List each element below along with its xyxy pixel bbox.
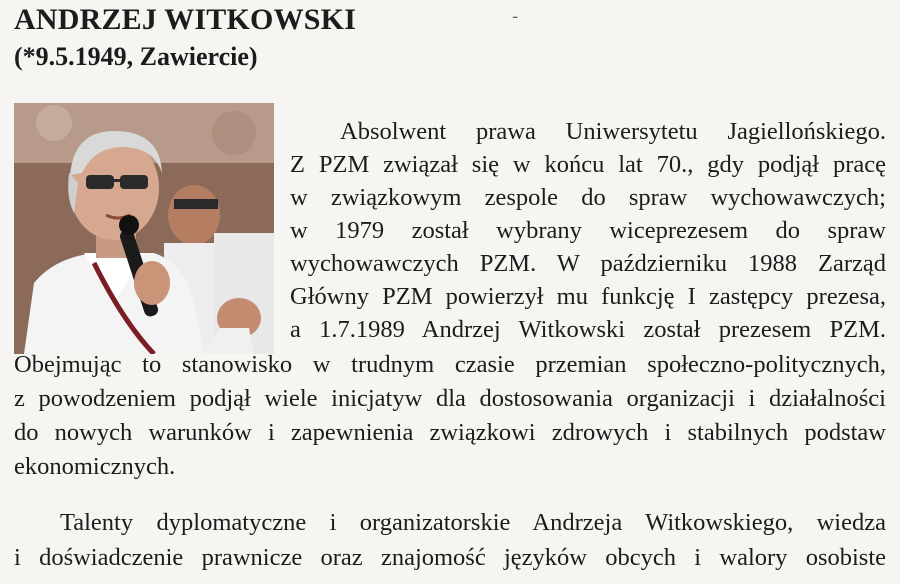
text-line: do nowych warunków i zapewnienia związkowi zdrowych i stabilnych podstaw xyxy=(14,419,886,446)
page-mark: - xyxy=(512,6,519,27)
text-line: Talenty dyplomatyczne i organizatorskie Andrzeja Witkowskiego, wiedza xyxy=(60,509,886,536)
text-line: w 1979 został wybrany wiceprezesem do spraw xyxy=(290,217,886,244)
birth-info: (*9.5.1949, Zawiercie) xyxy=(14,42,258,71)
text-line: Obejmując to stanowisko w trudnym czasie przemian społeczno-politycznych, xyxy=(14,351,886,378)
portrait-illustration xyxy=(14,103,274,354)
text-line: i doświadczenie prawnicze oraz znajomość języków obcych i walory osobiste xyxy=(14,544,886,571)
text-line: Główny PZM powierzył mu funkcję I zastępcy prezesa, xyxy=(290,283,886,310)
text-line: ekonomicznych. xyxy=(14,453,176,480)
person-name: ANDRZEJ WITKOWSKI xyxy=(14,3,357,36)
portrait-photo xyxy=(14,103,274,354)
text-line: z powodzeniem podjął wiele inicjatyw dla dostosowania organizacji i działalności xyxy=(14,385,886,412)
text-line: w związkowym zespole do spraw wychowawczych; xyxy=(290,184,886,211)
text-line: Absolwent prawa Uniwersytetu Jagiellońskiego. xyxy=(340,118,886,145)
text-line: Z PZM związał się w końcu lat 70., gdy podjął pracę xyxy=(290,151,886,178)
text-line: wychowawczych PZM. W październiku 1988 Zarząd xyxy=(290,250,886,277)
text-line: a 1.7.1989 Andrzej Witkowski został prezesem PZM. xyxy=(290,316,886,343)
